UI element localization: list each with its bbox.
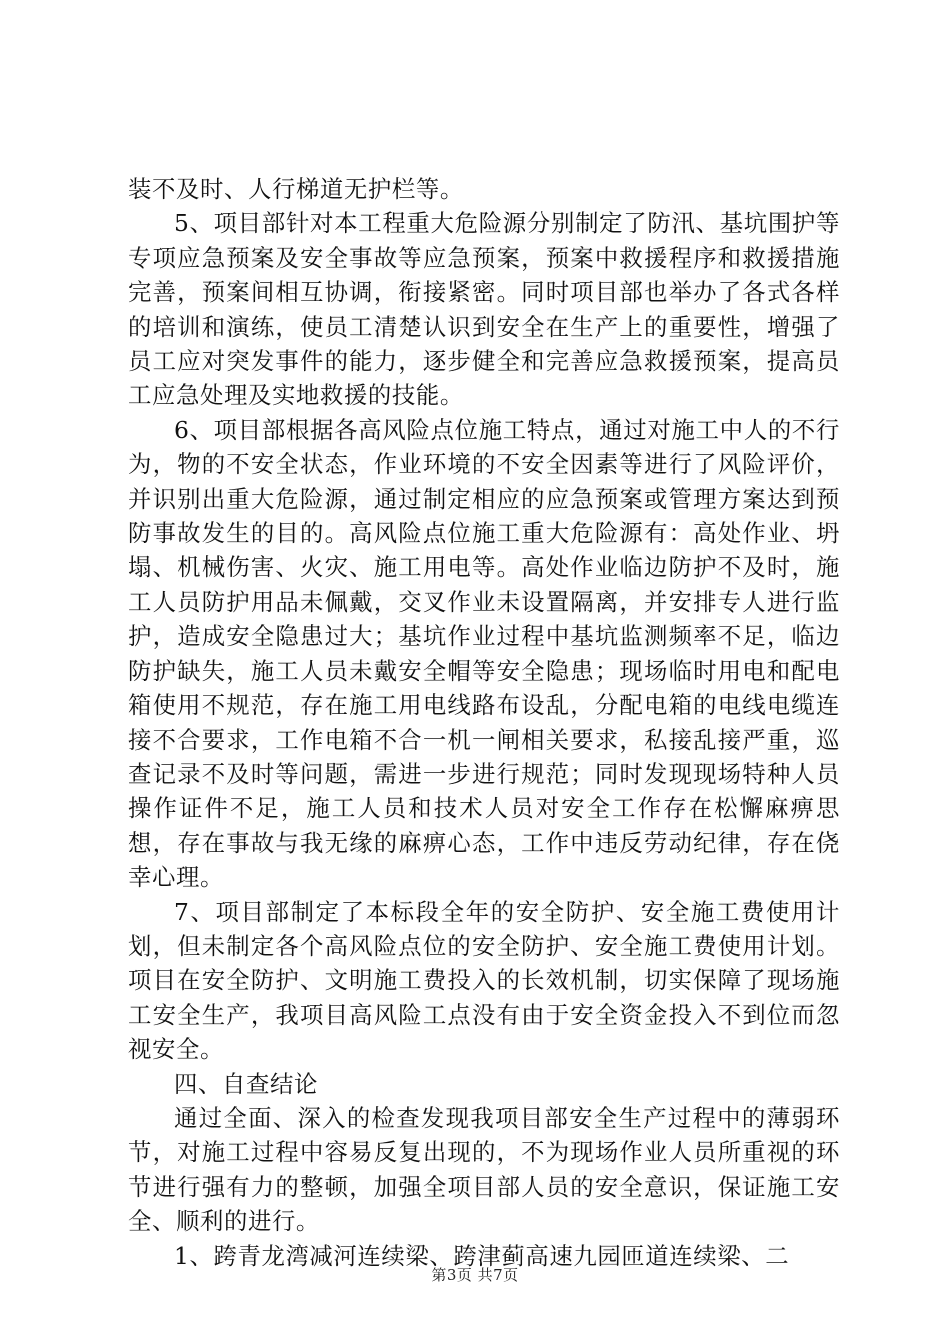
paragraph-3: 7、项目部制定了本标段全年的安全防护、安全施工费使用计划，但未制定各个高风险点位的安全防护、安全施工费使用计划。项目在安全防护、文明施工费投入的长效机制，切实保障了现场施工安全生产，我项目高风险工点没有由于安全资金投入不到位而忽视安全。 xyxy=(128,897,840,1064)
page-number-footer: 第3页 共7页 xyxy=(431,1266,519,1284)
paragraph-2: 6、项目部根据各高风险点位施工特点，通过对施工中人的不行为，物的不安全状态，作业环境的不安全因素等进行了风险评价，并识别出重大危险源，通过制定相应的应急预案或管理方案达到预防事故发生的目的。高风险点位施工重大危险源有：高处作业、坍塌、机械伤害、火灾、施工用电等。高处作业临边防护不及时，施工人员防护用品未佩戴，交叉作业未设置隔离，并安排专人进行监护，造成安全隐患过大；基坑作业过程中基坑监测频率不足，临边防护缺失，施工人员未戴安全帽等安全隐患；现场临时用电和配电箱使用不规范，存在施工用电线路布设乱，分配电箱的电线电缆连接不合要求，工作电箱不合一机一闸相关要求，私接乱接严重，巡查记录不及时等问题，需进一步进行规范；同时发现现场特种人员操作证件不足，施工人员和技术人员对安全工作存在松懈麻痹思想，存在事故与我无缘的麻痹心态，工作中违反劳动纪律，存在侥幸心理。 xyxy=(128,415,840,892)
paragraph-0: 装不及时、人行梯道无护栏等。 xyxy=(128,175,464,203)
paragraph-6: 1、跨青龙湾减河连续梁、跨津蓟高速九园匝道连续梁、二 xyxy=(174,1241,790,1270)
section-heading-conclusion: 四、自查结论 xyxy=(174,1069,318,1098)
document-body xyxy=(128,172,840,1273)
paragraph-1: 5、项目部针对本工程重大危险源分别制定了防汛、基坑围护等专项应急预案及安全事故等应急预案，预案中救援程序和救援措施完善，预案间相互协调，衔接紧密。同时项目部也举办了各式各样的培训和演练，使员工清楚认识到安全在生产上的重要性，增强了员工应对突发事件的能力，逐步健全和完善应急救援预案，提高员工应急处理及实地救援的技能。 xyxy=(128,209,840,410)
paragraph-5: 通过全面、深入的检查发现我项目部安全生产过程中的薄弱环节，对施工过程中容易反复出现的，不为现场作业人员所重视的环节进行强有力的整顿，加强全项目部人员的安全意识，保证施工安全、顺利的进行。 xyxy=(128,1103,840,1236)
